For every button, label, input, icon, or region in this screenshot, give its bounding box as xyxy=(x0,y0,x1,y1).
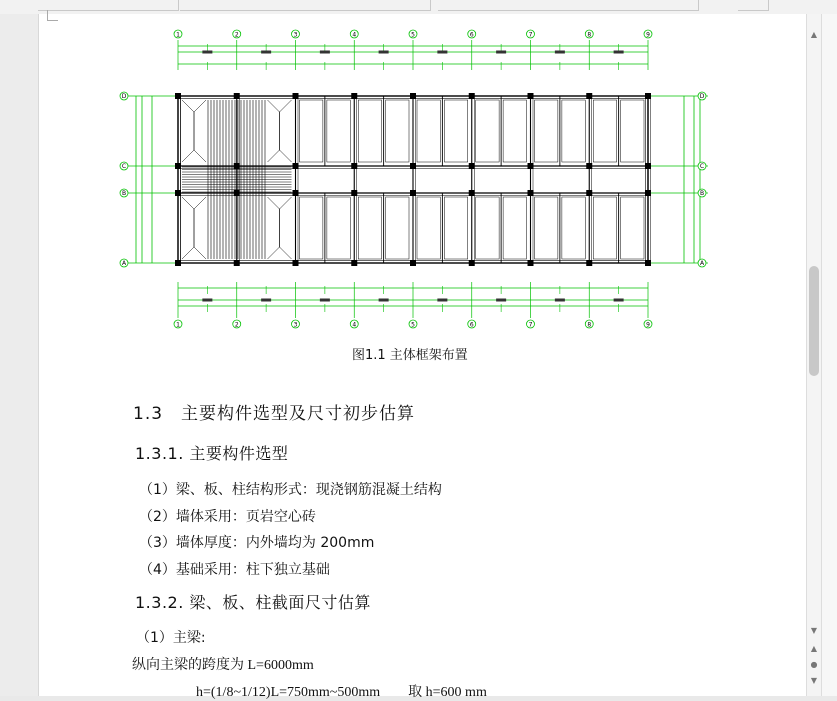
column xyxy=(469,190,475,196)
dimension-text-mark xyxy=(379,299,389,302)
column xyxy=(293,260,299,266)
column xyxy=(293,93,299,99)
slab-diagonal xyxy=(194,100,206,162)
slab-panel xyxy=(593,197,616,259)
list-item: （3）墙体厚度：内外墙均为 200mm xyxy=(139,535,375,551)
axis-label: 8 xyxy=(587,321,592,329)
column xyxy=(645,190,651,196)
slab-diagonal xyxy=(268,100,280,162)
axis-label: 1 xyxy=(176,321,180,329)
slab-panel xyxy=(535,100,558,162)
axis-label: 5 xyxy=(411,321,415,329)
ruler-segment xyxy=(180,0,431,11)
dimension-text-mark xyxy=(496,51,506,54)
axis-label: 4 xyxy=(352,321,357,329)
slab-panel xyxy=(300,197,323,259)
column xyxy=(528,93,534,99)
column xyxy=(293,190,299,196)
dimension-text-mark xyxy=(202,299,212,302)
column xyxy=(469,163,475,169)
slab-diagonal xyxy=(194,197,206,259)
slab-panel xyxy=(386,197,409,259)
column xyxy=(293,163,299,169)
main-beam-label: （1）主梁: xyxy=(136,630,206,646)
column xyxy=(234,93,240,99)
slab-panel xyxy=(503,100,526,162)
column xyxy=(586,93,592,99)
axis-label: A xyxy=(121,260,127,268)
axis-label: C xyxy=(699,163,705,171)
axis-label: B xyxy=(121,190,127,198)
column xyxy=(528,163,534,169)
subsection-heading-1: 1.3.1. 主要构件选型 xyxy=(135,444,289,463)
slab-diagonal xyxy=(280,197,292,259)
column xyxy=(175,163,181,169)
column xyxy=(469,93,475,99)
dimension-text-mark xyxy=(437,299,447,302)
slab-panel xyxy=(593,100,616,162)
left-gutter xyxy=(0,14,38,696)
axis-label: 9 xyxy=(646,31,650,39)
column xyxy=(175,260,181,266)
slab-panel xyxy=(535,197,558,259)
axis-label: C xyxy=(121,163,127,171)
column xyxy=(528,260,534,266)
column xyxy=(469,260,475,266)
list-item: （1）梁、板、柱结构形式：现浇钢筋混凝土结构 xyxy=(139,482,442,498)
dimension-text-mark xyxy=(437,51,447,54)
dimension-text-mark xyxy=(320,51,330,54)
prev-page-icon[interactable]: ▲ xyxy=(810,644,818,653)
axis-label: 6 xyxy=(469,321,474,329)
select-browse-icon[interactable]: ● xyxy=(810,660,818,669)
dimension-text-mark xyxy=(496,299,506,302)
vertical-scrollbar[interactable] xyxy=(806,14,821,696)
column xyxy=(410,260,416,266)
axis-label: 5 xyxy=(411,31,415,39)
dimension-text-mark xyxy=(202,51,212,54)
column xyxy=(645,163,651,169)
column xyxy=(351,163,357,169)
body-text-line: h=(1/8~1/12)L=750mm~500mm 取 h=600 mm xyxy=(196,685,487,700)
axis-label: 2 xyxy=(234,321,239,329)
axis-label: 8 xyxy=(587,31,592,39)
frame-layout-drawing xyxy=(118,26,718,336)
slab-panel xyxy=(476,197,499,259)
axis-label: B xyxy=(699,190,705,198)
axis-label: 3 xyxy=(293,31,298,39)
dimension-text-mark xyxy=(320,299,330,302)
slab-diagonal xyxy=(182,197,194,259)
axis-label: 7 xyxy=(528,31,533,39)
column xyxy=(410,163,416,169)
column xyxy=(234,163,240,169)
axis-label: 6 xyxy=(469,31,474,39)
column xyxy=(410,93,416,99)
ruler-segment xyxy=(438,0,699,11)
ruler-segment xyxy=(738,0,769,11)
slab-panel xyxy=(417,100,440,162)
next-page-icon[interactable]: ▼ xyxy=(810,676,818,685)
slab-panel xyxy=(327,100,350,162)
scroll-up-icon[interactable]: ▲ xyxy=(810,30,818,39)
dimension-text-mark xyxy=(261,299,271,302)
body-text-line: 纵向主梁的跨度为 L=6000mm xyxy=(132,658,314,673)
axis-label: 3 xyxy=(293,321,298,329)
slab-panel xyxy=(417,197,440,259)
dimension-text-mark xyxy=(555,51,565,54)
column xyxy=(645,260,651,266)
column xyxy=(586,163,592,169)
page-corner-mark xyxy=(47,10,58,21)
slab-panel xyxy=(300,100,323,162)
dimension-text-mark xyxy=(555,299,565,302)
slab-diagonal xyxy=(280,100,292,162)
axis-label: D xyxy=(699,93,705,101)
slab-panel xyxy=(444,197,467,259)
ruler-segment xyxy=(38,0,179,11)
column xyxy=(351,190,357,196)
slab-panel xyxy=(503,197,526,259)
section-heading: 1.3 主要构件选型及尺寸初步估算 xyxy=(133,404,416,424)
scroll-thumb[interactable] xyxy=(809,266,819,376)
scroll-down-icon[interactable]: ▼ xyxy=(810,626,818,635)
column xyxy=(351,260,357,266)
list-item: （4）基础采用：柱下独立基础 xyxy=(139,562,330,578)
column xyxy=(234,190,240,196)
column xyxy=(528,190,534,196)
slab-panel xyxy=(358,100,381,162)
slab-panel xyxy=(621,100,644,162)
slab-panel xyxy=(444,100,467,162)
slab-panel xyxy=(562,100,585,162)
slab-panel xyxy=(562,197,585,259)
axis-label: 7 xyxy=(528,321,533,329)
ruler-bar xyxy=(0,0,837,15)
right-side-panel xyxy=(821,14,837,696)
list-item: （2）墙体采用：页岩空心砖 xyxy=(139,509,316,525)
slab-panel xyxy=(621,197,644,259)
dimension-text-mark xyxy=(261,51,271,54)
axis-label: 2 xyxy=(234,31,239,39)
column xyxy=(645,93,651,99)
slab-panel xyxy=(476,100,499,162)
slab-panel xyxy=(358,197,381,259)
axis-label: 1 xyxy=(176,31,180,39)
column xyxy=(410,190,416,196)
slab-panel xyxy=(386,100,409,162)
figure-caption: 图1.1 主体框架布置 xyxy=(352,348,468,363)
slab-panel xyxy=(327,197,350,259)
column xyxy=(175,190,181,196)
column xyxy=(175,93,181,99)
dimension-text-mark xyxy=(379,51,389,54)
dimension-text-mark xyxy=(614,299,624,302)
axis-label: D xyxy=(121,93,127,101)
axis-label: 4 xyxy=(352,31,357,39)
column xyxy=(351,93,357,99)
axis-label: 9 xyxy=(646,321,650,329)
column xyxy=(234,260,240,266)
slab-diagonal xyxy=(182,100,194,162)
slab-diagonal xyxy=(268,197,280,259)
axis-label: A xyxy=(699,260,705,268)
column xyxy=(586,260,592,266)
dimension-text-mark xyxy=(614,51,624,54)
subsection-heading-2: 1.3.2. 梁、板、柱截面尺寸估算 xyxy=(135,593,371,612)
column xyxy=(586,190,592,196)
